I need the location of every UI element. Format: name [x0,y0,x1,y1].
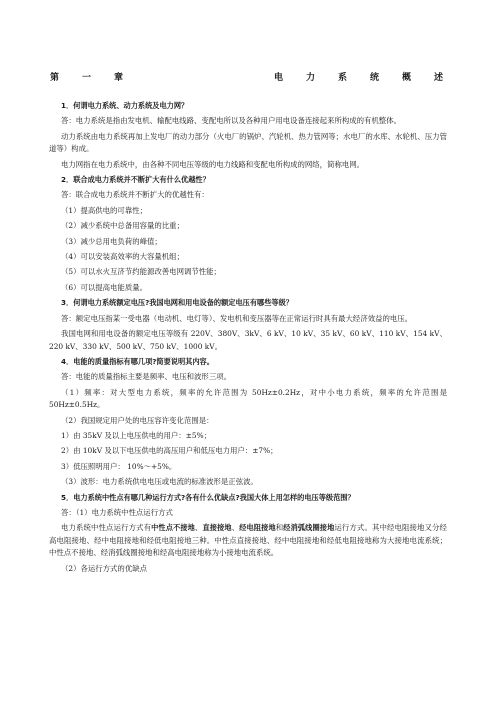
title-char: 统 [369,73,379,83]
title-char: 第 [50,73,60,83]
answer-paragraph: 我国电网和用电设备的额定电压等级有 220V、380V、3kV、6 kV、10 kV、35 kV、60 kV、110 kV、154 kV、220 kV、330 kV、500 kV、750 kV、1000 kV。 [49,329,447,351]
title-char: 一 [82,73,92,83]
text-run: 和 [275,523,284,533]
list-item: （5）可以水火互济节约能源改善电网调节性能； [61,267,221,277]
list-item: 2）由 10kV 及以下电压供电的高压用户和低压电力用户：±7%； [61,446,278,456]
title-char: 电 [273,73,283,83]
answer-paragraph: 答：电能的质量指标主要是频率、电压和波形三项。 [61,372,231,382]
emphasis-text: 中性点不接地 [151,523,195,533]
answer-paragraph: （1）频率：对大型电力系统，频率的允许范围为 50Hz±0.2Hz，对中小电力系统，频率的允许范围是 50Hz±0.5Hz。 [49,387,447,410]
answer-paragraph: 电力网指在电力系统中，由各种不同电压等级的电力线路和变配电所构成的网络，简称电网。 [61,159,365,169]
text-run: 、 [231,523,240,533]
emphasis-text: 直接接地 [202,523,232,533]
answer-paragraph [49,522,447,559]
question-heading: 5．电力系统中性点有哪几种运行方式?各有什么优缺点?我国大体上用怎样的电压等级范围？ [61,492,355,502]
question-heading: 4．电能的质量指标有哪几项?简要说明其内容。 [61,356,214,366]
document-body [49,100,447,578]
answer-paragraph: 答：（1）电力系统中性点运行方式 [61,507,173,517]
title-char: 章 [114,73,124,83]
question-heading: 3．何谓电力系统额定电压?我国电网和用电设备的额定电压有哪些等级？ [61,298,293,308]
answer-paragraph: 答：联合成电力系统并不断扩大的优越性有： [61,190,209,200]
answer-paragraph: 动力系统由电力系统再加上发电厂的动力部分（火电厂的锅炉、汽轮机、热力管网等；水电厂的水库、水轮机、压力管道等）构成。 [49,131,447,154]
question-heading: 2．联合成电力系统并不断扩大有什么优越性？ [61,175,210,185]
answer-paragraph: （3）波形：电力系统供电电压或电流的标准波形是正弦波。 [61,477,258,487]
emphasis-text: 经电阻接地 [239,523,276,533]
title-char: 系 [337,73,347,83]
list-item: 1）由 35kV 及以上电压供电的用户：±5%； [61,430,212,440]
title-char: 概 [401,73,411,83]
title-char: 力 [305,73,315,83]
text-run: 电力系统中性点运行方式有 [61,523,152,533]
list-item: （3）减少总用电负荷的峰值； [61,236,162,246]
answer-paragraph: （2）各运行方式的优缺点 [61,563,148,573]
list-item: （6）可以提高电能质量。 [61,282,148,292]
question-heading: 1．何谓电力系统、动力系统及电力网？ [61,101,189,110]
title-char: 述 [433,73,443,83]
answer-paragraph: （2）我国规定用户处的电压容许变化范围是： [61,415,214,425]
list-item: （2）减少系统中总备用容量的比重； [61,221,184,231]
emphasis-text: 经消弧线圈接地 [283,523,335,533]
chapter-title [50,70,443,83]
text-run: 、 [194,523,203,533]
list-item: （1）提高供电的可靠性； [61,205,148,215]
answer-paragraph: 答：电力系统是指由发电机、输配电线路、变配电所以及各种用户用电设备连接起来所构成的有机整体。 [61,116,401,126]
text-run: 运行方式。其中经电阻接地又分经高电阻接地、经中电阻接地和经低电阻接地三种。中性点直接接地、经中电阻接地和经低电阻接地称为大接地电流系统；中性点不接地、经消弧线圈接地和经高电阻接地称为小接地电流系统。 [49,523,447,558]
list-item: 3）低压照明用户： 10%～+5%。 [61,461,177,471]
list-item: （4）可以安装高效率的大容量机组； [61,252,184,262]
answer-paragraph: 答：额定电压指某一受电器（电动机、电灯等）、发电机和变压器等在正常运行时具有最大经济效益的电压。 [61,313,413,323]
